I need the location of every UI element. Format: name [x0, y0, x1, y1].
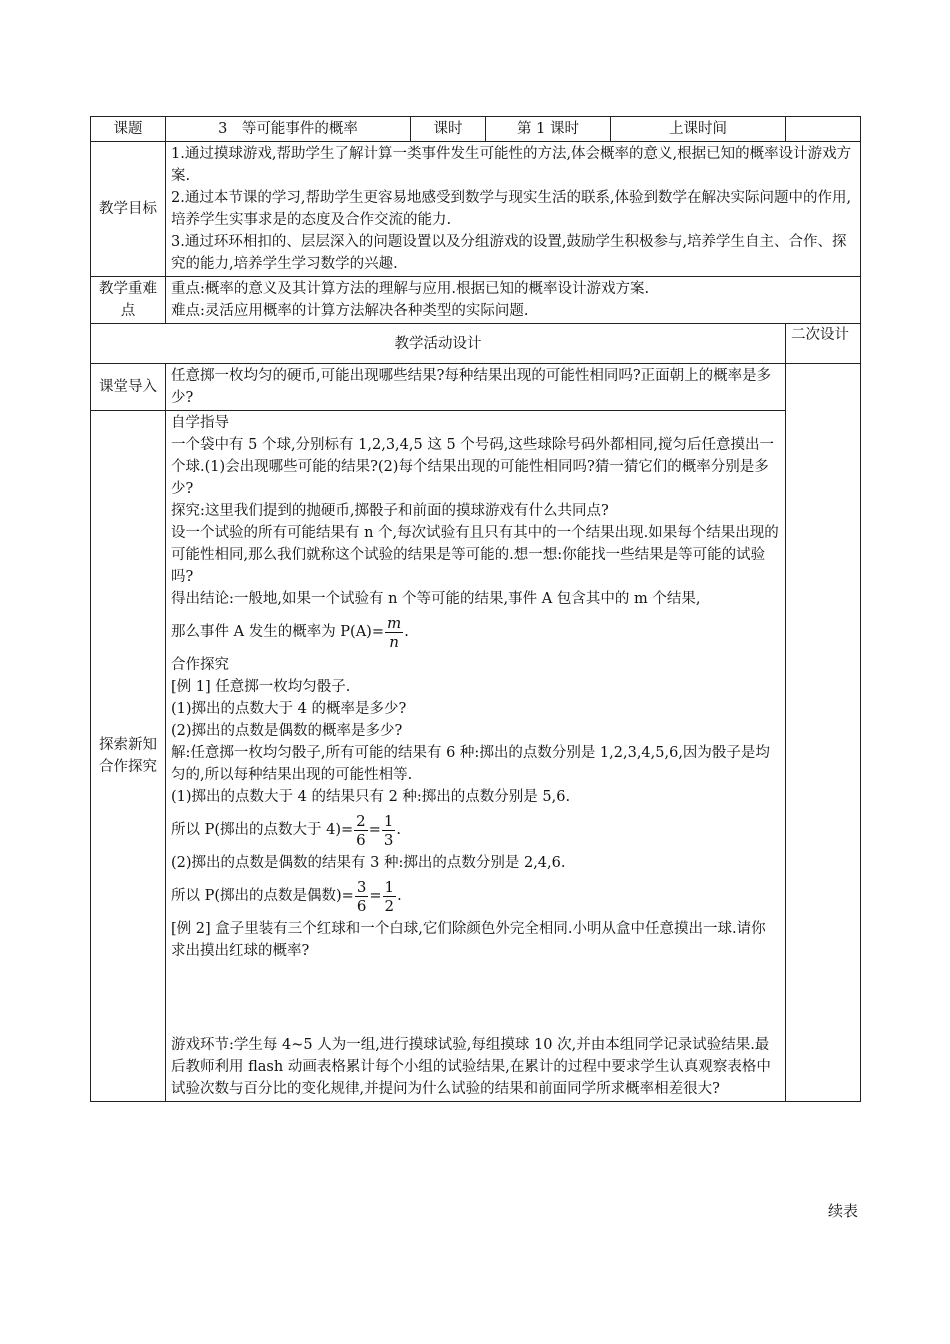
header-row — [91, 117, 861, 142]
example-1-formula-2 — [171, 874, 780, 918]
fraction — [354, 812, 368, 849]
coop-title: 合作探究 — [171, 657, 229, 673]
fraction-denominator: 6 — [356, 896, 367, 915]
fraction-denominator: 3 — [383, 830, 394, 849]
objectives-row — [91, 142, 861, 277]
fraction-denominator: 2 — [384, 896, 395, 915]
blank-space — [171, 962, 780, 1034]
example-1-answer-2: (2)掷出的点数是偶数的结果有 3 种:掷出的点数分别是 2,4,6. — [171, 855, 566, 871]
paragraph: 一个袋中有 5 个球,分别标有 1,2,3,4,5 这 5 个号码,这些球除号码外都相同,搅匀后任意摸出一个球.(1)会出现哪些可能的结果?(2)每个结果出现的可能性相同吗?猜一猜它们的概率分别是多少? — [171, 437, 774, 497]
continued-label: 续表 — [827, 1202, 858, 1220]
objectives-content — [166, 142, 861, 277]
activity-header-row — [91, 324, 861, 364]
objective-item: 2.通过本节课的学习,帮助学生更容易地感受到数学与现实生活的联系,体验到数学在解决实际问题中的作用,培养学生实事求是的态度及合作交流的能力. — [171, 190, 852, 228]
period-label: 课时 — [411, 117, 486, 142]
example-1-answer-1: (1)掷出的点数大于 4 的结果只有 2 种:掷出的点数分别是 5,6. — [171, 789, 571, 805]
fraction — [383, 878, 397, 915]
second-design-cell — [786, 364, 861, 1102]
fraction-m-over-n — [385, 614, 403, 651]
example-2: [例 2] 盒子里装有三个红球和一个白球,它们除颜色外完全相同.小明从盒中任意摸出一球.请你求出摸出红球的概率? — [171, 921, 766, 959]
key-points-content — [166, 277, 861, 324]
lesson-plan-table — [90, 116, 861, 1102]
example-1-question-2: (2)掷出的点数是偶数的概率是多少? — [171, 723, 403, 739]
key-point: 重点:概率的意义及其计算方法的理解与应用.根据已知的概率设计游戏方案. — [171, 281, 650, 297]
formula-prefix: 所以 P(掷出的点数大于 4)= — [171, 822, 354, 838]
objective-item: 3.通过环环相扣的、层层深入的问题设置以及分组游戏的设置,鼓励学生积极参与,培养学生自主、合作、探究的能力,培养学生学习数学的兴趣. — [171, 234, 847, 272]
class-time-label: 上课时间 — [611, 117, 786, 142]
fraction — [355, 878, 369, 915]
equals-sign: = — [368, 822, 381, 838]
key-points-row — [91, 277, 861, 324]
paragraph: 设一个试验的所有可能结果有 n 个,每次试验有且只有其中的一个结果出现.如果每个结果出现的可能性相同,那么我们就称这个试验的结果是等可能的.想一想:你能找一些结果是等可能的试验吗? — [171, 525, 779, 585]
fraction — [382, 812, 396, 849]
fraction-numerator: 2 — [356, 811, 366, 830]
fraction-denominator: 6 — [356, 830, 366, 849]
objective-item: 1.通过摸球游戏,帮助学生了解计算一类事件发生可能性的方法,体会概率的意义,根据已知的概率设计游戏方案. — [171, 146, 852, 184]
formula-suffix: . — [397, 888, 402, 904]
intro-row — [91, 364, 861, 411]
fraction-denominator: n — [389, 632, 399, 651]
activity-title: 教学活动设计 — [91, 324, 786, 364]
explore-label: 探索新知合作探究 — [91, 411, 166, 1102]
second-design-label: 二次设计 — [786, 324, 861, 364]
fraction-numerator: 1 — [383, 811, 394, 830]
formula-prefix: 那么事件 A 发生的概率为 P(A)= — [171, 624, 384, 640]
formula-suffix: . — [396, 822, 402, 838]
fraction-numerator: 1 — [384, 877, 395, 896]
example-1-question-1: (1)掷出的点数大于 4 的概率是多少? — [171, 701, 407, 717]
fraction-numerator: 3 — [356, 877, 367, 896]
objectives-label: 教学目标 — [91, 142, 166, 277]
explore-row — [91, 411, 861, 1102]
fraction-numerator: m — [387, 613, 402, 632]
explore-content — [166, 411, 786, 1102]
equals-sign: = — [369, 888, 382, 904]
example-1-solution: 解:任意掷一枚均匀骰子,所有可能的结果有 6 种:掷出的点数分别是 1,2,3,4,5,6,因为骰子是均匀的,所以每种结果出现的可能性相等. — [171, 745, 770, 783]
paragraph: 探究:这里我们提到的抛硬币,掷骰子和前面的摸球游戏有什么共同点? — [171, 503, 609, 519]
difficult-point: 难点:灵活应用概率的计算方法解决各种类型的实际问题. — [171, 303, 529, 319]
intro-label: 课堂导入 — [91, 364, 166, 411]
period-value: 第 1 课时 — [486, 117, 611, 142]
class-time-value — [786, 117, 861, 142]
example-1-title: [例 1] 任意掷一枚均匀骰子. — [171, 679, 351, 695]
topic-value: 3 等可能事件的概率 — [166, 117, 411, 142]
topic-label: 课题 — [91, 117, 166, 142]
game-section: 游戏环节:学生每 4~5 人为一组,进行摸球试验,每组摸球 10 次,并由本组同学记录试验结果.最后教师利用 flash 动画表格累计每个小组的试验结果,在累计的过程中要求学生认真观察表格中试验次数与百分比的变化规律,并提问为什么试验的结果和前面同学所求概率相差很大? — [171, 1037, 771, 1097]
probability-formula — [171, 610, 780, 654]
paragraph: 得出结论:一般地,如果一个试验有 n 个等可能的结果,事件 A 包含其中的 m 个结果, — [171, 591, 701, 607]
formula-prefix: 所以 P(掷出的点数是偶数)= — [171, 888, 354, 904]
key-points-label: 教学重难点 — [91, 277, 166, 324]
self-study-title: 自学指导 — [171, 415, 229, 431]
example-1-formula-1 — [171, 808, 780, 852]
formula-suffix: . — [404, 624, 409, 640]
intro-text: 任意掷一枚均匀的硬币,可能出现哪些结果?每种结果出现的可能性相同吗?正面朝上的概率是多少? — [166, 364, 786, 411]
